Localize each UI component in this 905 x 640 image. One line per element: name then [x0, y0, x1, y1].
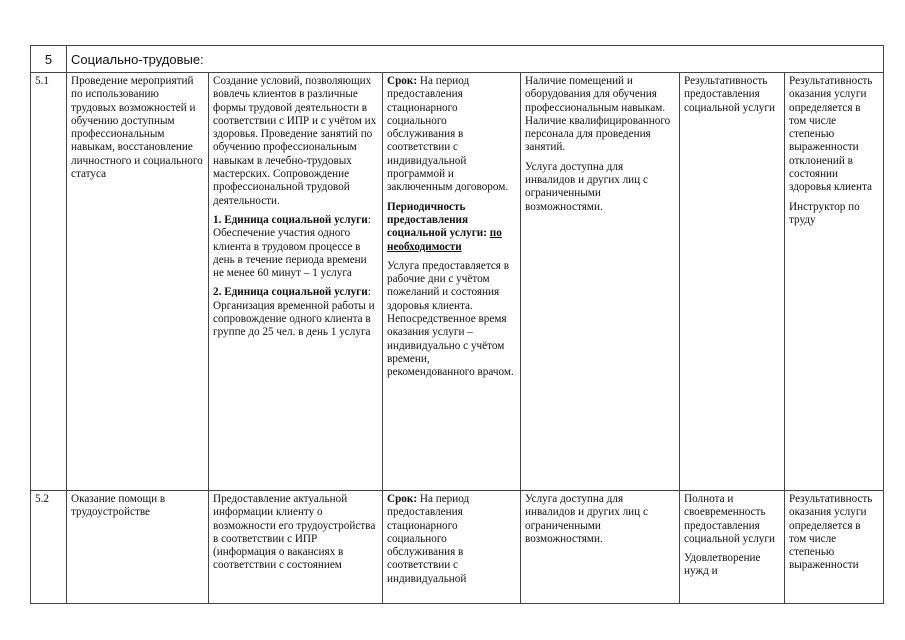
service-term	[383, 73, 521, 491]
conditions-text-2: Услуга доступна для инвалидов и других лиц с ограниченными возможностями.	[525, 160, 648, 213]
indicator-text-2: Удовлетворение нужд и	[684, 552, 761, 578]
service-evaluation	[785, 491, 884, 604]
evaluation-text: Результативность оказания услуги определяется в том числе степенью выраженности	[789, 493, 873, 572]
evaluation-text: Результативность оказания услуги определяется в том числе степенью выраженности отклонений в состоянии здоровья клиента	[789, 75, 873, 194]
provision-text: Услуга предоставляется в рабочие дни с учётом пожеланий и состояния здоровья клиента. Непосредственное время оказания услуги – индивидуально с учётом времени, рекомендованного врачом.	[387, 259, 514, 379]
unit-1-title: 1. Единица социальной услуги	[213, 213, 368, 226]
section-title: Социально-трудовые:	[67, 46, 884, 73]
term-text: На период предоставления стационарного социального обслуживания в соответствии с индивидуальной программой и заключенным договором.	[387, 75, 509, 194]
unit-2-title: 2. Единица социальной услуги	[213, 286, 368, 299]
term-text: На период предоставления стационарного социального обслуживания в соответствии с индивидуальной	[387, 493, 470, 585]
service-evaluation	[785, 73, 884, 491]
responsible-text: Инструктор по труду	[789, 200, 860, 226]
section-header-row	[31, 46, 884, 73]
term	[387, 75, 516, 195]
periodicity	[387, 201, 516, 254]
term-label: Срок:	[387, 75, 418, 87]
service-name: Проведение мероприятий по использованию трудовых возможностей и обучению доступным профессиональным навыкам, восстановление личностного и социального статуса	[67, 73, 209, 491]
row-number: 5.1	[31, 73, 67, 491]
service-conditions: Услуга доступна для инвалидов и других лиц с ограниченными возможностями.	[521, 491, 680, 604]
row-number: 5.2	[31, 491, 67, 604]
services-table	[30, 45, 884, 604]
section-number: 5	[31, 46, 67, 73]
service-term	[383, 491, 521, 604]
table-row	[31, 73, 884, 491]
indicator-text-1: Полнота и своевременность предоставления социальной услуги	[684, 493, 775, 545]
service-description	[209, 491, 383, 604]
unit-1-text: Обеспечение участия одного клиента в трудовом процессе в день в течение периода времени не менее 60 минут – 1 услуга	[213, 227, 367, 280]
conditions-text-1: Наличие помещений и оборудования для обучения профессиональным навыкам. Наличие квалифицированного персонала для проведения занятий.	[525, 75, 671, 154]
service-name: Оказание помощи в трудоустройстве	[67, 491, 209, 604]
unit-2-text: Организация временной работы и сопровождение одного клиента в группе до 25 чел. в день 1 услуга	[213, 299, 375, 339]
description-text: Предоставление актуальной информации клиенту о возможности его трудоустройства в соответствии с ИПР (информация о вакансиях в соответствии с состоянием	[213, 493, 376, 572]
service-indicator	[680, 491, 785, 604]
periodicity-value: по необходимости	[387, 227, 502, 253]
table-row	[31, 491, 884, 604]
description-text: Создание условий, позволяющих вовлечь клиентов в различные формы трудовой деятельности в соответствии с ИПР и с учётом их здоровья. Проведение занятий по обучению профессиональным навыкам в лечебно-трудовых мастерских. Сопровождение профессиональной трудовой деятельности.	[213, 75, 377, 207]
unit-2: 2. Единица социальной услуги: Организация временной работы и сопровождение одного клиента в группе до 25 чел. в день 1 услуга	[213, 286, 375, 339]
unit-1: 1. Единица социальной услуги: Обеспечение участия одного клиента в трудовом процессе в день в течение периода времени не менее 60 минут – 1 услуга	[213, 213, 371, 280]
service-conditions	[521, 73, 680, 491]
periodicity-label: Периодичность предоставления социальной услуги:	[387, 200, 487, 240]
service-indicator: Результативность предоставления социальной услуги	[680, 73, 785, 491]
service-description	[209, 73, 383, 491]
term-label: Срок:	[387, 493, 418, 505]
